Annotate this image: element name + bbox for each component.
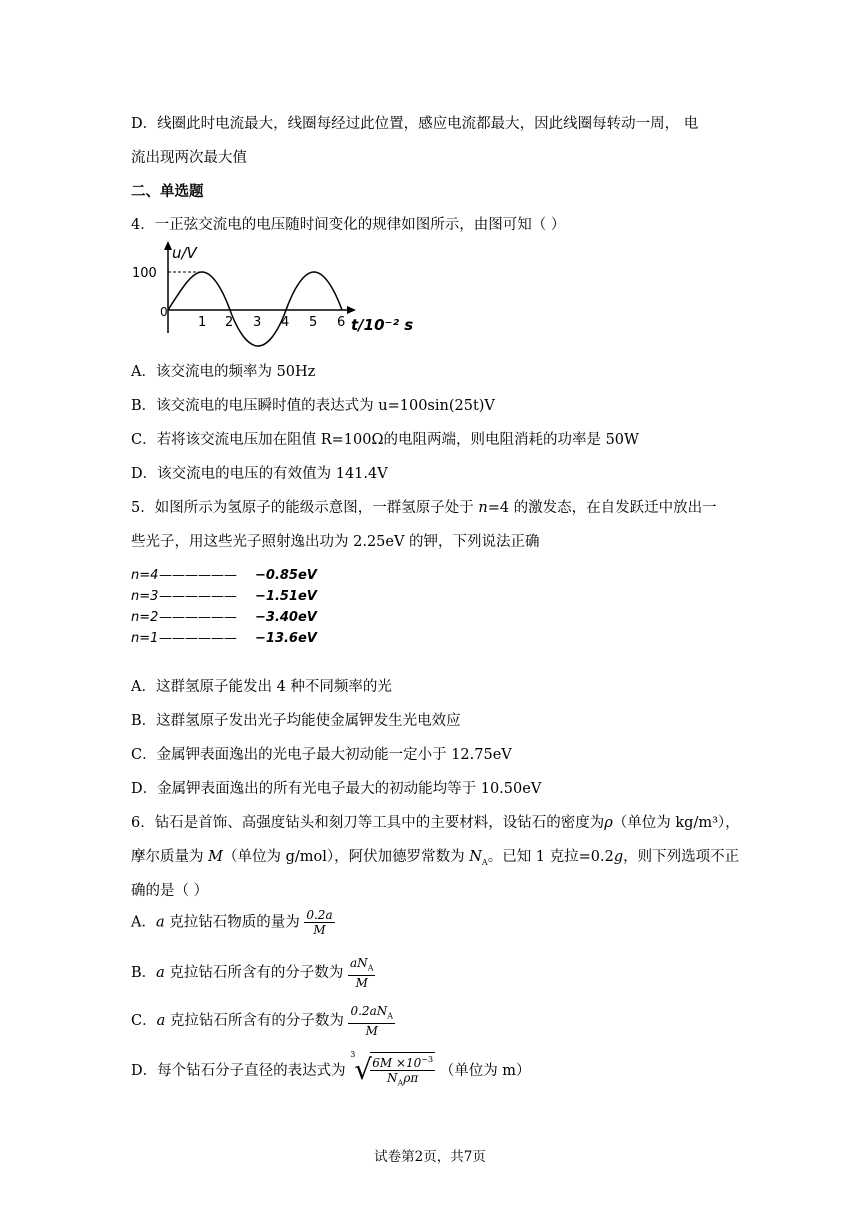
graph-x-tick-1: 1 <box>198 315 207 330</box>
page-footer: 试卷第2页，共7页 <box>374 1149 486 1165</box>
graph-y-label: u/V <box>172 244 197 262</box>
q5-energy-level-diagram <box>131 568 331 652</box>
q5-stem-line1: 5．如图所示为氢原子的能级示意图，一群氢原子处于 n=4 的激发态，在自发跃迁中放出一 <box>131 500 717 516</box>
graph-x-tick-3: 3 <box>253 315 262 330</box>
q6-stem-line3: 确的是（ ） <box>131 883 209 899</box>
q6-option-c-fraction: $\frac{0.2aN_A}{M}$ <box>350 1004 394 1039</box>
q6-option-c: C．a 克拉钻石所含有的分子数为 $\frac{0.2aN_A}{M}$ <box>131 1004 394 1039</box>
q6-option-a: A．a 克拉钻石物质的量为 $\frac{0.2a}{M}$ <box>131 908 333 937</box>
q4-option-a: A．该交流电的频率为 50Hz <box>131 364 316 380</box>
graph-sine-curve <box>168 272 342 346</box>
q3-option-d-line1: D．线圈此时电流最大，线圈每经过此位置，感应电流都最大，因此线圈每转动一周， 电 <box>131 116 699 132</box>
q5-stem-line2: 些光子，用这些光子照射逸出功为 2.25eV 的钾，下列说法正确 <box>131 534 540 550</box>
q5-option-a: A．这群氢原子能发出 4 种不同频率的光 <box>131 679 392 695</box>
q3-option-d-line2: 流出现两次最大值 <box>131 150 247 166</box>
graph-origin: 0 <box>160 305 168 319</box>
q5-option-d: D．金属钾表面逸出的所有光电子最大的初动能均等于 10.50eV <box>131 781 542 797</box>
graph-x-tick-5: 5 <box>309 315 318 330</box>
level-row-4: n=4—————— −0.85eV <box>131 568 317 583</box>
q6-stem-line1: 6．钻石是首饰、高强度钻头和刻刀等工具中的主要材料，设钻石的密度为ρ（单位为 kg/m³）， <box>131 815 740 831</box>
q5-option-c: C．金属钾表面逸出的光电子最大初动能一定小于 12.75eV <box>131 747 512 763</box>
q4-voltage-graph <box>128 238 418 348</box>
level-row-2: n=2—————— −3.40eV <box>131 610 317 625</box>
graph-x-tick-4: 4 <box>281 315 290 330</box>
q4-option-d: D．该交流电的电压的有效值为 141.4V <box>131 466 388 482</box>
q6-stem-line2: 摩尔质量为 M（单位为 g/mol），阿伏加德罗常数为 $N_A$。已知 1 克拉=0.2g，则下列选项不正 <box>131 849 740 867</box>
q6-option-b: B．a 克拉钻石所含有的分子数为 $\frac{aN_A}{M}$ <box>131 956 374 991</box>
section-title-single-choice: 二、单选题 <box>131 184 204 200</box>
q6-option-d: D．每个钻石分子直径的表达式为 3 √ $\frac{6M \times 10^{-3}}{N_A\rho\pi}$ （单位为 m） <box>131 1052 531 1090</box>
level-row-1: n=1—————— −13.6eV <box>131 631 317 646</box>
q6-option-d-radical: 3 √ $\frac{6M \times 10^{-3}}{N_A\rho\pi}$ <box>350 1052 435 1090</box>
graph-x-tick-6: 6 <box>337 315 346 330</box>
q6-option-b-fraction: $\frac{aN_A}{M}$ <box>350 956 374 991</box>
graph-y-arrow <box>164 241 172 250</box>
q4-stem: 4．一正弦交流电的电压随时间变化的规律如图所示，由图可知（ ） <box>131 217 566 233</box>
q4-option-b: B．该交流电的电压瞬时值的表达式为 u=100sin(25t)V <box>131 398 495 414</box>
q6-option-a-fraction: $\frac{0.2a}{M}$ <box>306 908 333 937</box>
graph-x-arrow <box>347 306 356 314</box>
level-row-3: n=3—————— −1.51eV <box>131 589 317 604</box>
graph-y-tick: 100 <box>132 266 157 281</box>
q4-option-c: C．若将该交流电压加在阻值 R=100Ω的电阻两端，则电阻消耗的功率是 50W <box>131 432 639 448</box>
graph-x-label: t/10⁻² s <box>351 316 414 334</box>
graph-x-tick-2: 2 <box>225 315 234 330</box>
q5-option-b: B．这群氢原子发出光子均能使金属钾发生光电效应 <box>131 713 461 729</box>
